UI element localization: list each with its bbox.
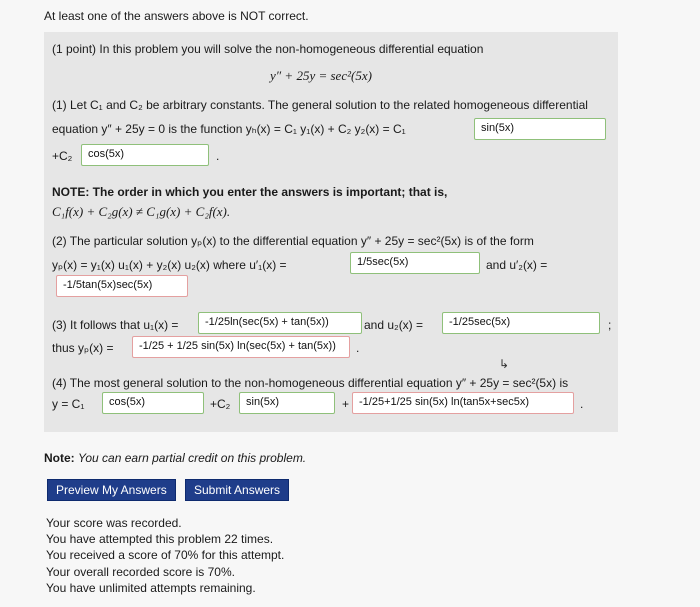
part4-period: . [580,397,584,411]
status-line: Your overall recorded score is 70%. [46,565,235,579]
problem-intro: (1 point) In this problem you will solve the non-homogeneous differential equation [52,42,484,56]
answer-u1prime-field[interactable]: 1/5sec(5x) [350,252,480,274]
part4-y-label: y = C₁ [52,397,85,411]
part3-and: and u₂(x) = [364,318,424,332]
answer-general-y2-field[interactable]: sin(5x) [239,392,335,414]
part2-line2: yₚ(x) = y₁(x) u₁(x) + y₂(x) u₂(x) where u′₁(x) = [52,258,287,272]
part4-plus: + [342,397,350,411]
mouse-pointer-icon: ↳ [499,357,510,371]
part2-line1: (2) The particular solution yₚ(x) to the differential equation y″ + 25y = sec²(5x) is of the form [52,234,534,248]
answer-u2prime-field[interactable]: -1/5tan(5x)sec(5x) [56,275,188,297]
answer-y2-field[interactable]: cos(5x) [81,144,209,166]
status-line: You have unlimited attempts remaining. [46,581,256,595]
part3-semicolon: ; [608,318,612,332]
note-heading: NOTE: The order in which you enter the answers is important; that is, [52,185,448,199]
note-text: You can earn partial credit on this problem. [78,451,307,465]
part3-line1: (3) It follows that u₁(x) = [52,318,179,332]
problem-equation: y″ + 25y = sec²(5x) [270,68,372,83]
part4-c2-label: +C₂ [210,397,231,411]
part2-and: and u′₂(x) = [486,258,548,272]
answer-y1-field[interactable]: sin(5x) [474,118,606,140]
note-label: Note: [44,451,75,465]
preview-answers-button[interactable]: Preview My Answers [47,479,176,501]
status-line: You received a score of 70% for this attempt. [46,548,285,562]
status-line: You have attempted this problem 22 times. [46,532,274,546]
part1-line1: (1) Let C₁ and C₂ be arbitrary constants. The general solution to the related homogeneous differential [52,98,588,112]
answer-u2-field[interactable]: -1/25sec(5x) [442,312,600,334]
part3-thus: thus yₚ(x) = [52,341,114,355]
part4-line1: (4) The most general solution to the non-homogeneous differential equation y″ + 25y = sec²(5x) is [52,376,569,390]
incorrect-warning: At least one of the answers above is NOT correct. [44,9,309,23]
answer-u1-field[interactable]: -1/25ln(sec(5x) + tan(5x)) [198,312,362,334]
partial-credit-note [44,451,306,465]
status-line: Your score was recorded. [46,516,182,530]
answer-yp-field[interactable]: -1/25 + 1/25 sin(5x) ln(sec(5x) + tan(5x)) [132,336,350,358]
part1-period: . [216,149,220,163]
part1-c2-label: +C₂ [52,149,73,163]
answer-general-yp-field[interactable]: -1/25+1/25 sin(5x) ln(tan5x+sec5x) [352,392,574,414]
submit-answers-button[interactable]: Submit Answers [185,479,289,501]
part3-period: . [356,341,360,355]
problem-box [44,32,618,432]
part1-line2: equation y″ + 25y = 0 is the function yₕ(x) = C₁ y₁(x) + C₂ y₂(x) = C₁ [52,122,406,136]
note-math: C₁f(x) + C₂g(x) ≠ C₁g(x) + C₂f(x). [52,204,231,219]
answer-general-y1-field[interactable]: cos(5x) [102,392,204,414]
